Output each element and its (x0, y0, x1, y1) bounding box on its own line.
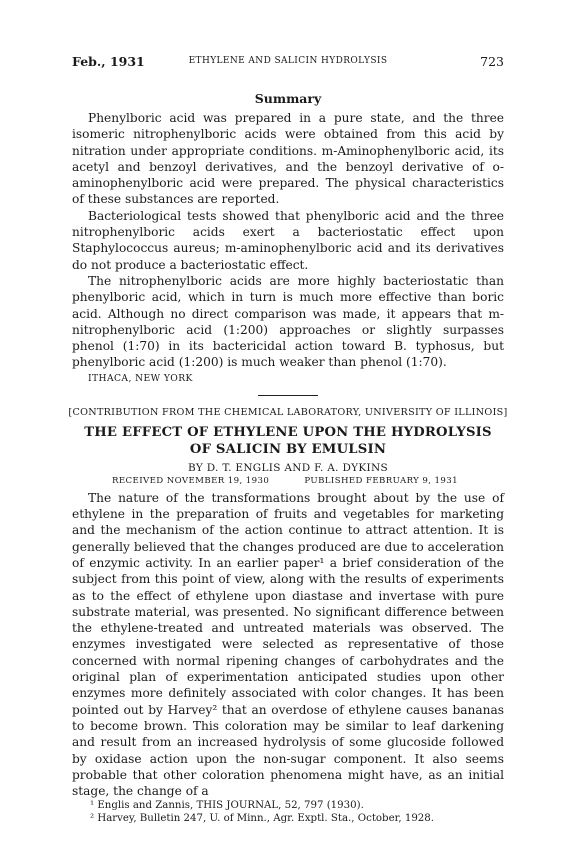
section-divider (258, 395, 318, 396)
footnote-1: ¹ Englis and Zannis, THIS JOURNAL, 52, 797 (1930). (90, 800, 364, 812)
article-byline: BY D. T. ENGLIS AND F. A. DYKINS (188, 461, 388, 474)
header-date: Feb., 1931 (72, 54, 145, 69)
summary-location: ITHACA, NEW YORK (88, 372, 193, 384)
contribution-line: [CONTRIBUTION FROM THE CHEMICAL LABORATORY, UNIVERSITY OF ILLINOIS] (68, 406, 508, 418)
journal-page (68, 54, 508, 825)
published-date: PUBLISHED FEBRUARY 9, 1931 (304, 475, 458, 486)
running-header (72, 54, 504, 72)
article-dates (72, 476, 504, 490)
summary-heading: Summary (254, 91, 322, 106)
summary-paragraph-2: Bacteriological tests showed that phenylboric acid and the three nitrophenylboric acids exert a bacteriostatic effect upon Staphylococcus aureus; m-aminophenylboric acid and its derivatives do not produce a bacteriostatic effect. (72, 208, 504, 272)
summary-paragraph-1: Phenylboric acid was prepared in a pure state, and the three isomeric nitrophenylboric acids were obtained from this acid by nitration under appropriate conditions. m-Aminophenylboric acid, its acetyl and benzoyl derivatives, and the benzoyl derivative of o-aminophenylboric acid were prepared. The physical characteristics of these substances are reported. (72, 111, 504, 207)
received-date: RECEIVED NOVEMBER 19, 1930 (112, 475, 270, 486)
footnote-2: ² Harvey, Bulletin 247, U. of Minn., Agr. Exptl. Sta., October, 1928. (90, 813, 434, 825)
article-paragraph-1: The nature of the transformations brought about by the use of ethylene in the preparation of fruits and vegetables for marketing and the mechanism of the action continue to attract attention. It is generally believed that the changes produced are due to acceleration of enzymic activity. In an earlier paper¹ a brief consideration of the subject from this point of view, along with the results of experiments as to the effect of ethylene upon diastase and invertase with pure substrate material, was presented. No significant difference between the ethylene-treated and untreated materials was observed. The enzymes investigated were selected as representative of those concerned with normal ripening changes of carbohydrates and the original plan of experimentation anticipated studies upon other enzymes more definitely associated with color changes. It has been pointed out by Harvey² that an overdose of ethylene causes bananas to become brown. This coloration may be similar to leaf darkening and result from an increased hydrolysis of some glucoside followed by oxidase action upon the non-sugar component. It also seems probable that other coloration phenomena might have, as an initial stage, the change of a (72, 490, 504, 799)
running-title: ETHYLENE AND SALICIN HYDROLYSIS (188, 56, 388, 66)
page-number: 723 (480, 54, 504, 69)
summary-paragraph-3: The nitrophenylboric acids are more highly bacteriostatic than phenylboric acid, which in turn is much more effective than boric acid. Although no direct comparison was made, it appears that m-nitrophenylboric acid (1:200) approaches or slightly surpasses phenol (1:70) in its bactericidal action toward B. typhosus, but phenylboric acid (1:200) is much weaker than phenol (1:70). (72, 273, 504, 370)
article-title: THE EFFECT OF ETHYLENE UPON THE HYDROLYSIS OF SALICIN BY EMULSIN (84, 424, 492, 457)
